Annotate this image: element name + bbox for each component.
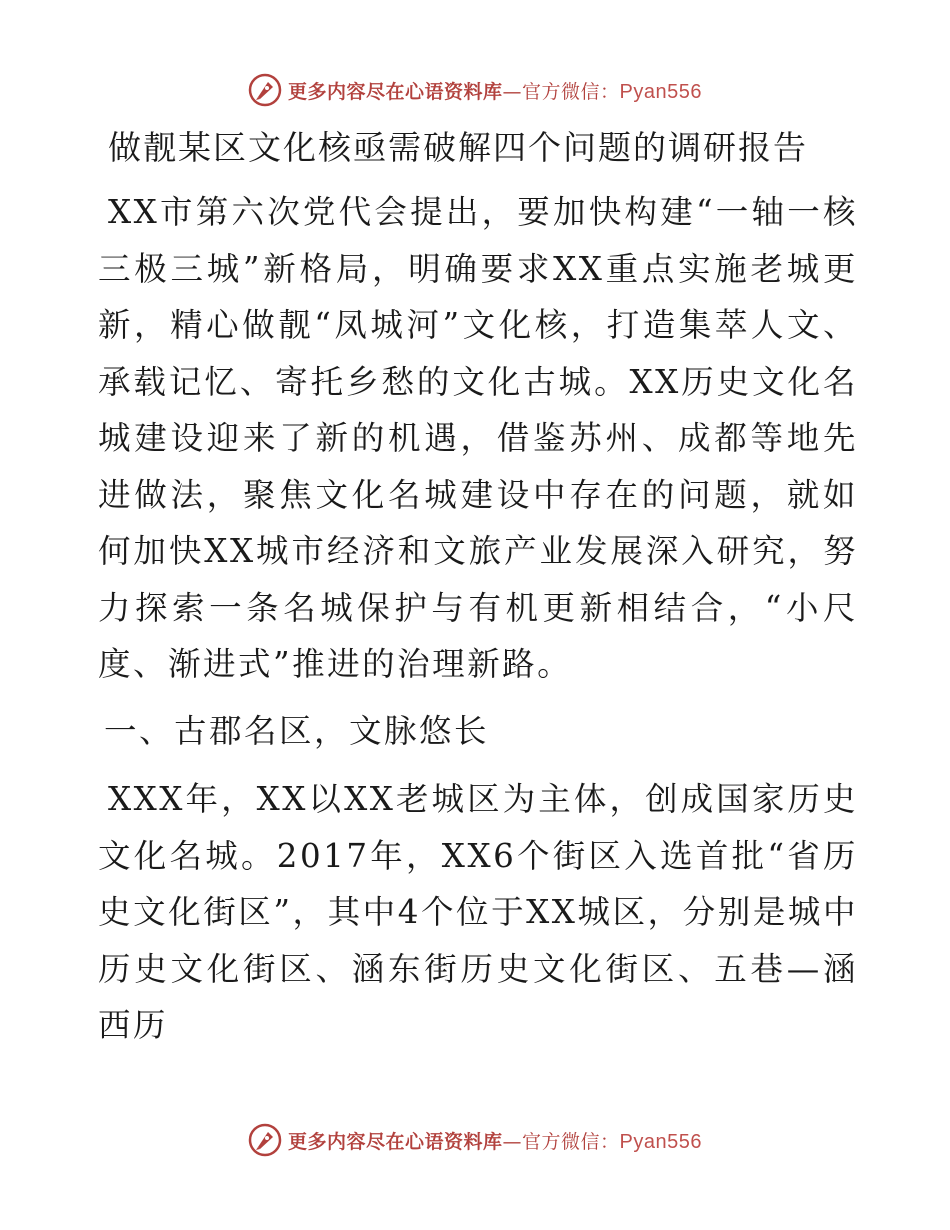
document-body — [98, 124, 858, 1064]
watermark-banner-top — [0, 70, 950, 110]
watermark-text — [288, 77, 702, 104]
watermark-text-bold: 更多内容尽在心语资料库 — [288, 80, 503, 103]
watermark-text-rest: —官方微信： — [502, 1130, 620, 1153]
watermark-handle: Pyan556 — [619, 80, 702, 103]
intro-paragraph: XX市第六次党代会提出，要加快构建“一轴一核三极三城”新格局，明确要求XX重点实施老城更新，精心做靓“凤城河”文化核，打造集萃人文、承载记忆、寄托乡愁的文化古城。XX历史文化名城建设迎来了新的机遇，借鉴苏州、成都等地先进做法，聚焦文化名城建设中存在的问题，就如何加快XX城市经济和文旅产业发展深入研究，努力探索一条名城保护与有机更新相结合，“小尺度、渐进式”推进的治理新路。 — [98, 193, 858, 683]
watermark-handle: Pyan556 — [619, 1130, 702, 1153]
watermark-banner-bottom — [0, 1120, 950, 1160]
pen-nib-logo-icon — [248, 73, 282, 107]
section-1-paragraph: XXX年，XX以XX老城区为主体，创成国家历史文化名城。2017年，XX6个街区入选首批“省历史文化街区”，其中4个位于XX城区，分别是城中历史文化街区、涵东街历史文化街区、五巷—涵西历 — [98, 780, 858, 1044]
section-1-heading: 一、古郡名区，文脉悠长 — [104, 711, 490, 750]
watermark-text-bold: 更多内容尽在心语资料库 — [288, 1130, 503, 1153]
pen-nib-logo-icon — [248, 1123, 282, 1157]
watermark-text-rest: —官方微信： — [502, 80, 620, 103]
watermark-text — [288, 1127, 702, 1154]
document-title: 做靓某区文化核亟需破解四个问题的调研报告 — [108, 128, 808, 167]
